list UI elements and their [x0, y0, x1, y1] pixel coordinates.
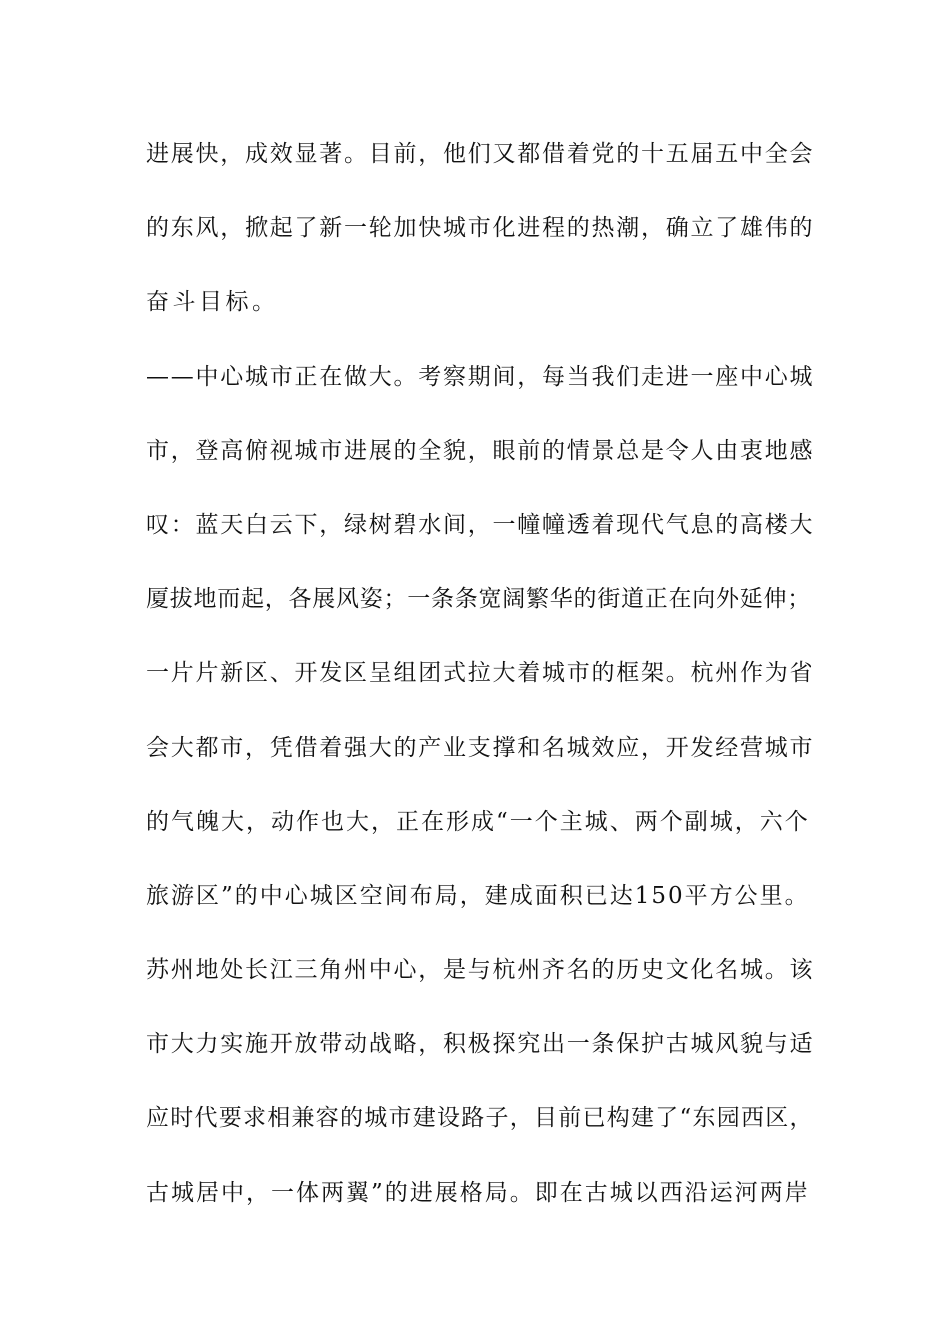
text-line-14: 应时代要求相兼容的城市建设路子，目前已构建了“东园西区，	[146, 1105, 814, 1132]
body-text	[146, 132, 816, 1245]
text-line-10: 的气魄大，动作也大，正在形成“一个主城、两个副城，六个	[146, 808, 810, 835]
text-line-7: 厦拔地而起，各展风姿；一条条宽阔繁华的街道正在向外延伸；	[146, 586, 811, 613]
text-line-4: ——中心城市正在做大。考察期间，每当我们走进一座中心城	[146, 363, 815, 390]
text-line-8: 一片片新区、开发区呈组团式拉大着城市的框架。杭州作为省	[146, 660, 815, 687]
text-line-12: 苏州地处长江三角州中心，是与杭州齐名的历史文化名城。该	[146, 957, 815, 984]
text-line-3: 奋斗目标。	[146, 289, 279, 316]
text-line-13: 市大力实施开放带动战略，积极探究出一条保护古城风貌与适	[146, 1031, 815, 1058]
text-line-2: 的东风，掀起了新一轮加快城市化进程的热潮，确立了雄伟的	[146, 215, 815, 242]
text-line-15: 古城居中，一体两翼”的进展格局。即在古城以西沿运河两岸	[146, 1179, 810, 1206]
text-line-5: 市，登高俯视城市进展的全貌，眼前的情景总是令人由衷地感	[146, 437, 815, 464]
text-line-11: 旅游区”的中心城区空间布局，建成面积已达150平方公里。	[146, 882, 810, 909]
text-line-6: 叹：蓝天白云下，绿树碧水间，一幢幢透着现代气息的高楼大	[146, 511, 815, 538]
text-line-9: 会大都市，凭借着强大的产业支撑和名城效应，开发经营城市	[146, 734, 815, 761]
text-line-1: 进展快，成效显著。目前，他们又都借着党的十五届五中全会	[146, 141, 815, 167]
